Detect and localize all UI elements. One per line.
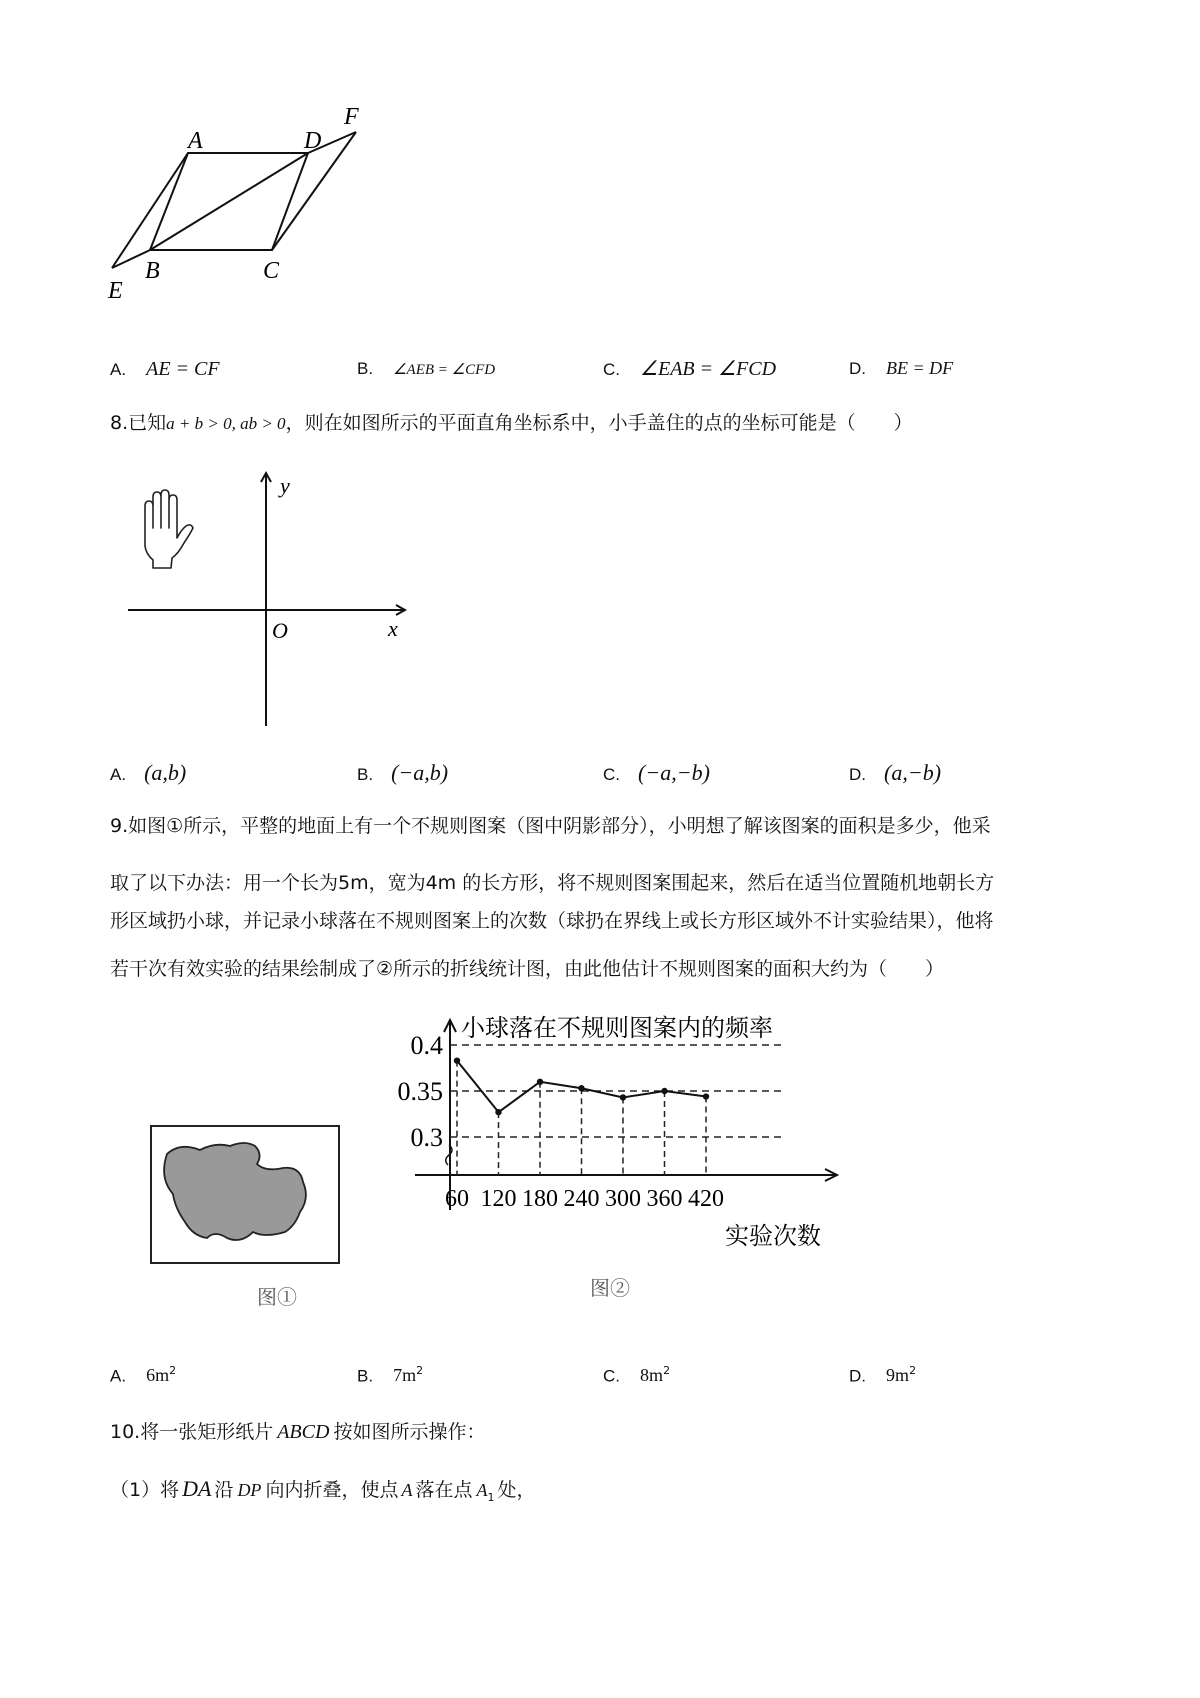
q7-option-b[interactable] [357,359,495,378]
x-tick-label: 180 [522,1186,558,1212]
data-point-420 [703,1093,709,1099]
option-sup: 2 [909,1364,917,1377]
option-expr: BE = DF [886,358,954,378]
y-tick-label: 0.3 [410,1123,443,1152]
data-point-60 [454,1057,460,1063]
step1-m2: DP [237,1480,262,1500]
data-point-240 [578,1085,584,1091]
option-value: 9m [886,1365,910,1386]
option-sup: 2 [169,1364,177,1377]
q10-stem [110,1422,485,1442]
q9-option-d[interactable] [849,1365,916,1385]
axis-break [446,1145,452,1165]
x-tick-label: 360 [646,1186,683,1212]
q10-step-1 [110,1478,535,1503]
q10-stem-prefix: 10.将一张矩形纸片 [110,1421,274,1443]
option-value: 7m [393,1365,417,1386]
q8-coordinate-figure [120,468,420,733]
option-expr: AE = CF [146,358,220,380]
fig2-caption: 图② [590,1278,630,1300]
label-a: A [188,128,203,154]
chart-title: 小球落在不规则图案内的频率 [461,1016,773,1042]
y-tick-label: 0.4 [410,1031,443,1060]
y-axis-label: y [280,473,290,498]
step1-m1: DA [182,1476,212,1501]
step1-m3: A [401,1480,413,1500]
option-value: 8m [640,1365,664,1386]
q10-stem-math: ABCD [277,1421,330,1443]
q9-line-1: 9.如图①所示，平整的地面上有一个不规则图案（图中阴影部分），小明想了解该图案的面积是多少，他采 [110,815,991,837]
step1-t3: 落在点 [415,1479,473,1501]
q7-option-c[interactable] [603,359,776,379]
q8-stem-math: a + b > 0, ab > 0 [166,414,286,433]
option-letter: B. [357,359,374,378]
step1-t4: 处， [497,1479,536,1501]
label-f: F [344,104,359,130]
step1-sub: 1 [487,1490,495,1504]
x-tick-label: 240 [563,1186,600,1212]
x-axis-label: x [388,616,398,641]
data-point-120 [495,1109,501,1115]
option-sup: 2 [663,1364,671,1377]
data-point-300 [620,1094,626,1100]
q7-parallelogram-figure [100,100,400,330]
x-tick-label: 420 [688,1186,724,1212]
origin-label: O [272,618,288,643]
option-letter: D. [849,1366,866,1386]
q8-stem-suffix: ，则在如图所示的平面直角坐标系中，小手盖住的点的坐标可能是（ ） [285,412,913,434]
label-e: E [108,278,123,304]
label-b: B [145,258,160,284]
option-expr: ∠EAB = ∠FCD [640,358,777,380]
q8-option-b[interactable] [357,762,448,784]
x-tick-label: 120 [480,1186,517,1212]
step1-prefix: （1）将 [110,1479,180,1501]
option-letter: D. [849,359,866,378]
step1-t2: 向内折叠，使点 [265,1479,399,1501]
fig1-caption: 图① [257,1287,297,1309]
y-tick-label: 0.35 [397,1077,443,1106]
chart-xlabel: 实验次数 [725,1224,821,1250]
q9-option-b[interactable] [357,1365,423,1385]
option-expr: (a,b) [144,760,187,785]
option-letter: B. [357,765,374,784]
q10-stem-suffix: 按如图所示操作： [333,1421,486,1443]
irregular-pattern [164,1143,306,1240]
label-c: C [263,258,280,284]
option-letter: C. [603,360,620,379]
q9-option-a[interactable] [110,1365,176,1385]
data-point-180 [537,1079,543,1085]
q8-stem [110,414,913,433]
diagonal-bd [150,153,308,250]
step1-m4: A [476,1480,488,1500]
data-point-360 [661,1088,667,1094]
option-expr: ∠AEB = ∠CFD [393,362,496,378]
q9-frequency-chart [385,1010,875,1320]
option-expr: (a,−b) [884,760,942,785]
option-letter: B. [357,1366,374,1386]
hand-icon [145,490,193,568]
q9-figure-1 [145,1120,345,1310]
option-letter: A. [110,765,127,784]
x-tick-label: 60 [445,1186,469,1212]
q8-option-d[interactable] [849,762,941,784]
q7-option-d[interactable] [849,359,953,378]
option-sup: 2 [416,1364,424,1377]
q9-line-2: 取了以下办法：用一个长为5m，宽为4m 的长方形，将不规则图案围起来，然后在适当位置随机地朝长方 [110,872,995,894]
option-letter: A. [110,1366,127,1386]
option-expr: (−a,b) [391,760,449,785]
option-expr: (−a,−b) [638,760,710,785]
q9-option-c[interactable] [603,1365,670,1385]
step1-t1: 沿 [214,1479,234,1501]
q8-option-a[interactable] [110,762,186,784]
label-d: D [304,128,322,154]
option-letter: C. [603,765,620,784]
option-letter: C. [603,1366,620,1386]
q8-stem-prefix: 8.已知 [110,412,167,434]
q8-option-c[interactable] [603,762,710,784]
q9-line-3: 形区域扔小球，并记录小球落在不规则图案上的次数（球扔在界线上或长方形区域外不计实验结果），他将 [110,910,994,932]
q9-line-4: 若干次有效实验的结果绘制成了②所示的折线统计图，由此他估计不规则图案的面积大约为（ ） [110,958,945,980]
option-letter: A. [110,360,127,379]
option-value: 6m [146,1365,170,1386]
option-letter: D. [849,765,866,784]
q7-option-a[interactable] [110,359,220,379]
x-tick-label: 300 [605,1186,641,1212]
